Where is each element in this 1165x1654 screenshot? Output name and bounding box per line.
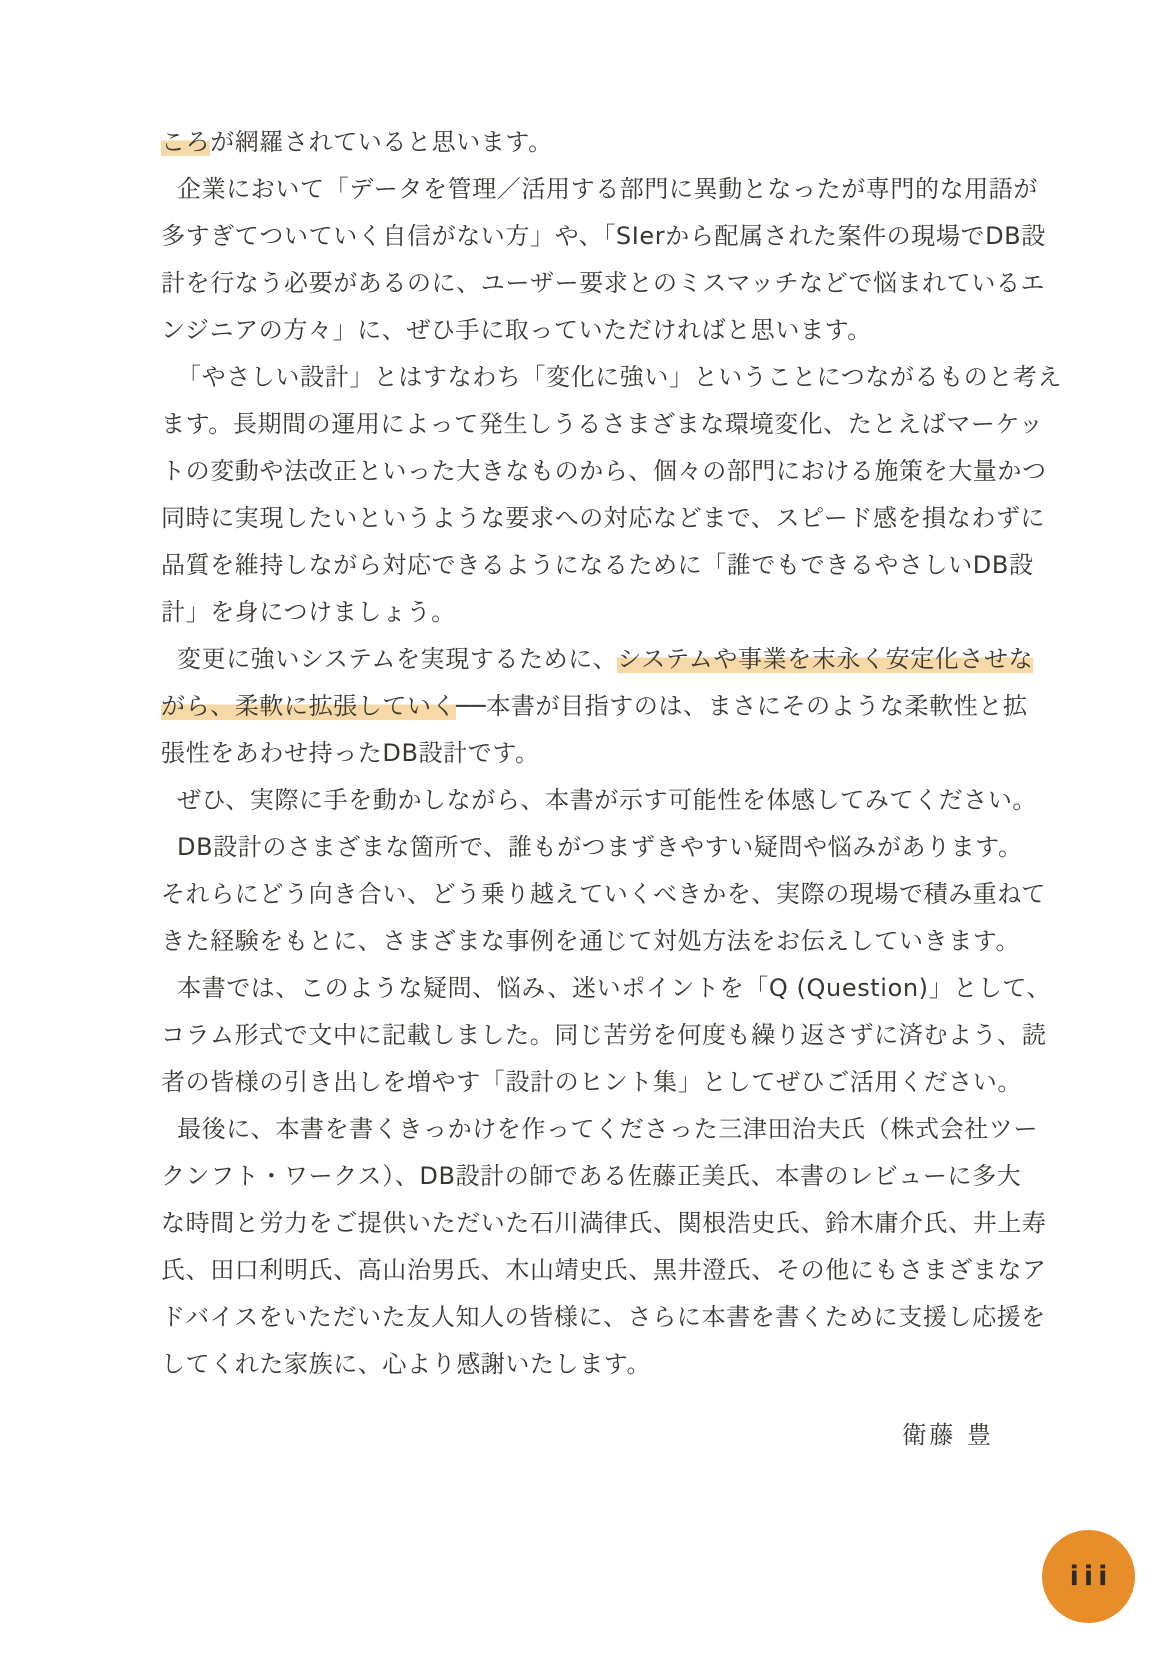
text-segment: 多すぎてついていく自信がない方」や、「SIerから配属された案件の現場でDB設 (161, 222, 1046, 250)
text-segment: ンジニアの方々」に、ぜひ手に取っていただければと思います。 (161, 316, 872, 344)
text-segment: な時間と労力をご提供いただいた石川満律氏、関根浩史氏、鈴木庸介氏、井上寿 (161, 1209, 1047, 1237)
page-number-badge (1042, 1530, 1135, 1623)
text-line (161, 871, 1046, 918)
text-line (161, 918, 1019, 965)
text-line (161, 307, 1019, 354)
author-signature: 衛藤 豊 (902, 1421, 994, 1449)
preface-text (161, 119, 1063, 1388)
text-line (161, 213, 1046, 260)
text-line (161, 1341, 1019, 1388)
text-line (161, 1059, 1022, 1106)
text-line (161, 1106, 1038, 1153)
text-line (161, 1153, 1022, 1200)
text-line (161, 448, 1047, 495)
text-segment: 変更に強いシステムを実現するために、 (177, 645, 618, 673)
text-segment: 計を行なう必要があるのに、ユーザー要求とのミスマッチなどで悩まれているエ (161, 269, 1046, 297)
text-segment: DB設計のさまざまな箇所で、誰もがつまずきやすい疑問や悩みがあります。 (177, 833, 1023, 861)
text-segment: 張性をあわせ持ったDB設計です。 (161, 739, 540, 767)
text-segment: それらにどう向き合い、どう乗り越えていくべきかを、実際の現場で積み重ねて (161, 880, 1046, 908)
text-line (161, 1247, 1047, 1294)
text-line (161, 401, 1044, 448)
text-line (161, 495, 1046, 542)
text-segment: 氏、田口利明氏、高山治男氏、木山靖史氏、黒井澄氏、その他にもさまざまなア (161, 1256, 1047, 1284)
text-segment: が網羅されていると思います。 (210, 128, 553, 156)
text-segment: 「やさしい設計」とはすなわち「変化に強い」ということにつながるものと考え (177, 363, 1063, 391)
text-line (161, 354, 1063, 401)
text-line (161, 119, 1019, 166)
text-segment: 企業において「データを管理／活用する部門に異動となったが専門的な用語が (177, 175, 1038, 203)
text-line (161, 777, 1038, 824)
text-line (161, 260, 1046, 307)
text-segment: 者の皆様の引き出しを増やす「設計のヒント集」としてぜひご活用ください。 (161, 1068, 1022, 1096)
highlighted-text: がら、柔軟に拡張していく (161, 692, 457, 720)
text-line (161, 965, 1052, 1012)
text-line (161, 166, 1038, 213)
text-line (161, 542, 1034, 589)
text-segment: ドバイスをいただいた友人知人の皆様に、さらに本書を書くために支援し応援を (161, 1303, 1046, 1331)
text-segment: クンフト・ワークス）、DB設計の師である佐藤正美氏、本書のレビューに多大 (161, 1162, 1022, 1190)
text-line (161, 1012, 1047, 1059)
text-line (161, 824, 1023, 871)
text-segment: ──本書が目指すのは、まさにそのような柔軟性と拡 (456, 692, 1028, 720)
text-line (161, 730, 1019, 777)
text-segment: 品質を維持しながら対応できるようになるために「誰でもできるやさしいDB設 (161, 551, 1034, 579)
text-segment: ます。長期間の運用によって発生しうるさまざまな環境変化、たとえばマーケッ (161, 410, 1044, 438)
text-line (161, 636, 1034, 683)
text-segment: してくれた家族に、心より感謝いたします。 (161, 1350, 652, 1378)
text-segment: ぜひ、実際に手を動かしながら、本書が示す可能性を体感してみてください。 (177, 786, 1038, 814)
text-segment: 同時に実現したいというような要求への対応などまで、スピード感を損なわずに (161, 504, 1046, 532)
text-segment: 最後に、本書を書くきっかけを作ってくださった三津田治夫氏（株式会社ツー (177, 1115, 1038, 1143)
text-segment: 本書では、このような疑問、悩み、迷いポイントを「Q (Question)」として、 (177, 974, 1052, 1002)
text-line (161, 1294, 1046, 1341)
text-segment: トの変動や法改正といった大きなものから、個々の部門における施策を大量かつ (161, 457, 1047, 485)
text-line (161, 1200, 1047, 1247)
highlighted-text: システムや事業を末永く安定化させな (617, 645, 1034, 673)
text-line (161, 683, 1028, 730)
text-segment: コラム形式で文中に記載しました。同じ苦労を何度も繰り返さずに済むよう、読 (161, 1021, 1047, 1049)
text-line (161, 589, 1019, 636)
text-segment: きた経験をもとに、さまざまな事例を通じて対処方法をお伝えしていきます。 (161, 927, 1021, 955)
text-segment: 計」を身につけましょう。 (161, 598, 456, 626)
page-number: iii (1069, 1561, 1113, 1592)
highlighted-text: ころ (161, 128, 211, 156)
